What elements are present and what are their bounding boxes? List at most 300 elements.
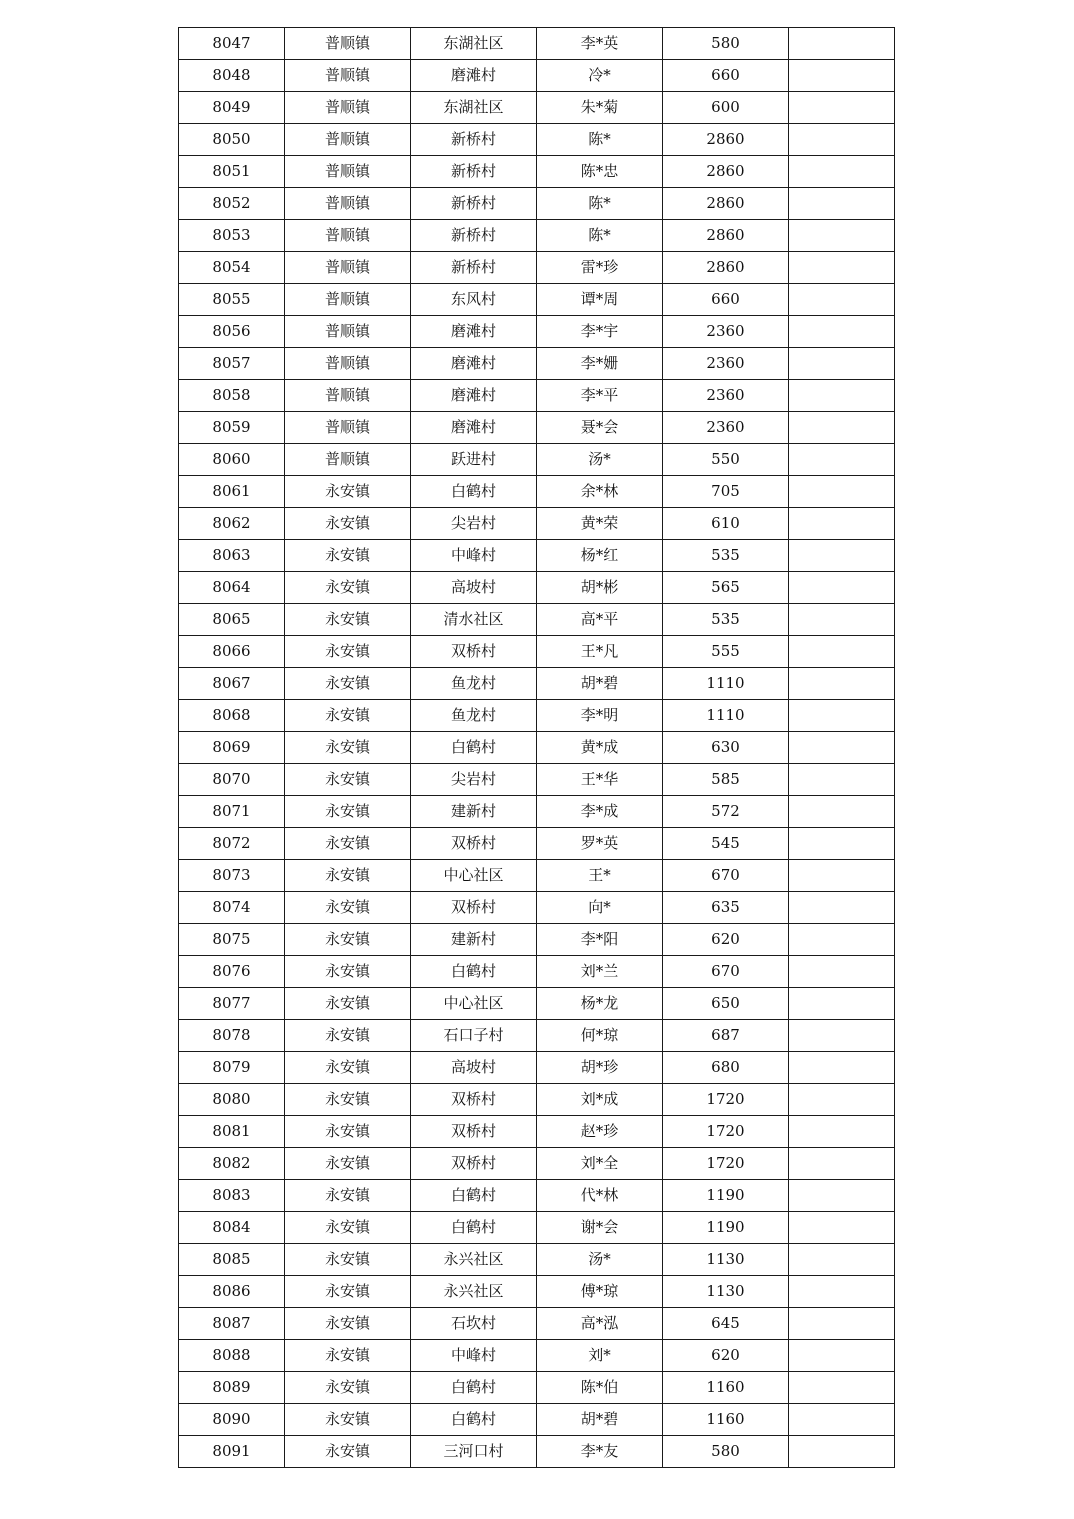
remark-cell <box>789 380 895 412</box>
remark-cell <box>789 1148 895 1180</box>
name-cell: 谢*会 <box>537 1212 663 1244</box>
town-cell: 永安镇 <box>285 924 411 956</box>
table-row <box>179 828 895 860</box>
table-row <box>179 1340 895 1372</box>
name-cell: 胡*珍 <box>537 1052 663 1084</box>
town-cell: 永安镇 <box>285 892 411 924</box>
table-row <box>179 668 895 700</box>
town-cell: 永安镇 <box>285 1116 411 1148</box>
serial-number-cell: 8078 <box>179 1020 285 1052</box>
table-row <box>179 1084 895 1116</box>
name-cell: 陈* <box>537 220 663 252</box>
table-row <box>179 60 895 92</box>
name-cell: 陈*伯 <box>537 1372 663 1404</box>
data-table <box>178 27 895 1468</box>
amount-cell: 630 <box>663 732 789 764</box>
town-cell: 永安镇 <box>285 700 411 732</box>
town-cell: 永安镇 <box>285 572 411 604</box>
town-cell: 永安镇 <box>285 956 411 988</box>
remark-cell <box>789 124 895 156</box>
table-row <box>179 156 895 188</box>
serial-number-cell: 8084 <box>179 1212 285 1244</box>
serial-number-cell: 8047 <box>179 28 285 60</box>
table-row <box>179 1436 895 1468</box>
remark-cell <box>789 1372 895 1404</box>
serial-number-cell: 8091 <box>179 1436 285 1468</box>
serial-number-cell: 8086 <box>179 1276 285 1308</box>
serial-number-cell: 8071 <box>179 796 285 828</box>
serial-number-cell: 8061 <box>179 476 285 508</box>
serial-number-cell: 8075 <box>179 924 285 956</box>
serial-number-cell: 8069 <box>179 732 285 764</box>
amount-cell: 1160 <box>663 1404 789 1436</box>
name-cell: 李*阳 <box>537 924 663 956</box>
name-cell: 傅*琼 <box>537 1276 663 1308</box>
table-row <box>179 1404 895 1436</box>
amount-cell: 555 <box>663 636 789 668</box>
village-cell: 建新村 <box>411 924 537 956</box>
serial-number-cell: 8068 <box>179 700 285 732</box>
table-row <box>179 284 895 316</box>
name-cell: 杨*红 <box>537 540 663 572</box>
remark-cell <box>789 860 895 892</box>
amount-cell: 1720 <box>663 1116 789 1148</box>
remark-cell <box>789 220 895 252</box>
serial-number-cell: 8048 <box>179 60 285 92</box>
serial-number-cell: 8051 <box>179 156 285 188</box>
serial-number-cell: 8076 <box>179 956 285 988</box>
remark-cell <box>789 92 895 124</box>
serial-number-cell: 8055 <box>179 284 285 316</box>
table-row <box>179 1148 895 1180</box>
town-cell: 普顺镇 <box>285 444 411 476</box>
amount-cell: 1720 <box>663 1084 789 1116</box>
name-cell: 刘*全 <box>537 1148 663 1180</box>
name-cell: 赵*珍 <box>537 1116 663 1148</box>
name-cell: 王*华 <box>537 764 663 796</box>
village-cell: 中心社区 <box>411 988 537 1020</box>
serial-number-cell: 8070 <box>179 764 285 796</box>
town-cell: 永安镇 <box>285 1244 411 1276</box>
table-row <box>179 700 895 732</box>
remark-cell <box>789 572 895 604</box>
table-row <box>179 476 895 508</box>
table-row <box>179 1020 895 1052</box>
amount-cell: 1190 <box>663 1180 789 1212</box>
name-cell: 聂*会 <box>537 412 663 444</box>
town-cell: 普顺镇 <box>285 412 411 444</box>
village-cell: 石口子村 <box>411 1020 537 1052</box>
table-row <box>179 988 895 1020</box>
serial-number-cell: 8083 <box>179 1180 285 1212</box>
town-cell: 普顺镇 <box>285 60 411 92</box>
table-row <box>179 956 895 988</box>
serial-number-cell: 8052 <box>179 188 285 220</box>
amount-cell: 2360 <box>663 316 789 348</box>
name-cell: 朱*菊 <box>537 92 663 124</box>
amount-cell: 1190 <box>663 1212 789 1244</box>
amount-cell: 2360 <box>663 380 789 412</box>
name-cell: 陈* <box>537 124 663 156</box>
amount-cell: 645 <box>663 1308 789 1340</box>
name-cell: 陈* <box>537 188 663 220</box>
remark-cell <box>789 412 895 444</box>
name-cell: 李*英 <box>537 28 663 60</box>
village-cell: 高坡村 <box>411 1052 537 1084</box>
town-cell: 普顺镇 <box>285 252 411 284</box>
village-cell: 东风村 <box>411 284 537 316</box>
name-cell: 杨*龙 <box>537 988 663 1020</box>
amount-cell: 565 <box>663 572 789 604</box>
remark-cell <box>789 508 895 540</box>
name-cell: 李*宇 <box>537 316 663 348</box>
serial-number-cell: 8050 <box>179 124 285 156</box>
name-cell: 高*泓 <box>537 1308 663 1340</box>
name-cell: 李*姗 <box>537 348 663 380</box>
village-cell: 双桥村 <box>411 1084 537 1116</box>
remark-cell <box>789 476 895 508</box>
name-cell: 代*林 <box>537 1180 663 1212</box>
remark-cell <box>789 348 895 380</box>
amount-cell: 1160 <box>663 1372 789 1404</box>
serial-number-cell: 8077 <box>179 988 285 1020</box>
amount-cell: 1720 <box>663 1148 789 1180</box>
village-cell: 白鹤村 <box>411 476 537 508</box>
remark-cell <box>789 668 895 700</box>
village-cell: 双桥村 <box>411 636 537 668</box>
village-cell: 新桥村 <box>411 188 537 220</box>
amount-cell: 705 <box>663 476 789 508</box>
town-cell: 普顺镇 <box>285 348 411 380</box>
table-row <box>179 604 895 636</box>
table-row <box>179 732 895 764</box>
table-row <box>179 380 895 412</box>
table-row <box>179 412 895 444</box>
table-row <box>179 508 895 540</box>
table-row <box>179 1244 895 1276</box>
remark-cell <box>789 1436 895 1468</box>
table-row <box>179 892 895 924</box>
serial-number-cell: 8067 <box>179 668 285 700</box>
name-cell: 李*平 <box>537 380 663 412</box>
town-cell: 永安镇 <box>285 988 411 1020</box>
amount-cell: 635 <box>663 892 789 924</box>
serial-number-cell: 8072 <box>179 828 285 860</box>
name-cell: 雷*珍 <box>537 252 663 284</box>
amount-cell: 670 <box>663 956 789 988</box>
serial-number-cell: 8054 <box>179 252 285 284</box>
table-row <box>179 1180 895 1212</box>
table-row <box>179 444 895 476</box>
town-cell: 永安镇 <box>285 732 411 764</box>
town-cell: 永安镇 <box>285 1020 411 1052</box>
amount-cell: 545 <box>663 828 789 860</box>
village-cell: 尖岩村 <box>411 764 537 796</box>
table-row <box>179 1276 895 1308</box>
name-cell: 陈*忠 <box>537 156 663 188</box>
serial-number-cell: 8074 <box>179 892 285 924</box>
remark-cell <box>789 28 895 60</box>
table-body <box>179 28 895 1468</box>
table-row <box>179 220 895 252</box>
town-cell: 普顺镇 <box>285 220 411 252</box>
village-cell: 高坡村 <box>411 572 537 604</box>
name-cell: 冷* <box>537 60 663 92</box>
village-cell: 中峰村 <box>411 540 537 572</box>
table-row <box>179 1372 895 1404</box>
remark-cell <box>789 1276 895 1308</box>
name-cell: 王*凡 <box>537 636 663 668</box>
remark-cell <box>789 1244 895 1276</box>
table-row <box>179 252 895 284</box>
table-row <box>179 348 895 380</box>
remark-cell <box>789 284 895 316</box>
town-cell: 永安镇 <box>285 508 411 540</box>
remark-cell <box>789 1180 895 1212</box>
town-cell: 永安镇 <box>285 1148 411 1180</box>
amount-cell: 2860 <box>663 220 789 252</box>
name-cell: 胡*碧 <box>537 1404 663 1436</box>
table-row <box>179 796 895 828</box>
amount-cell: 670 <box>663 860 789 892</box>
amount-cell: 550 <box>663 444 789 476</box>
village-cell: 永兴社区 <box>411 1244 537 1276</box>
village-cell: 磨滩村 <box>411 412 537 444</box>
serial-number-cell: 8058 <box>179 380 285 412</box>
remark-cell <box>789 540 895 572</box>
town-cell: 永安镇 <box>285 636 411 668</box>
village-cell: 石坎村 <box>411 1308 537 1340</box>
town-cell: 普顺镇 <box>285 188 411 220</box>
amount-cell: 585 <box>663 764 789 796</box>
remark-cell <box>789 796 895 828</box>
remark-cell <box>789 764 895 796</box>
serial-number-cell: 8085 <box>179 1244 285 1276</box>
name-cell: 谭*周 <box>537 284 663 316</box>
village-cell: 尖岩村 <box>411 508 537 540</box>
remark-cell <box>789 444 895 476</box>
village-cell: 东湖社区 <box>411 28 537 60</box>
serial-number-cell: 8087 <box>179 1308 285 1340</box>
table-row <box>179 188 895 220</box>
serial-number-cell: 8056 <box>179 316 285 348</box>
town-cell: 普顺镇 <box>285 124 411 156</box>
village-cell: 磨滩村 <box>411 380 537 412</box>
amount-cell: 680 <box>663 1052 789 1084</box>
village-cell: 白鹤村 <box>411 1180 537 1212</box>
amount-cell: 2860 <box>663 188 789 220</box>
village-cell: 鱼龙村 <box>411 700 537 732</box>
village-cell: 双桥村 <box>411 1116 537 1148</box>
name-cell: 余*林 <box>537 476 663 508</box>
town-cell: 永安镇 <box>285 1436 411 1468</box>
village-cell: 磨滩村 <box>411 316 537 348</box>
name-cell: 何*琼 <box>537 1020 663 1052</box>
town-cell: 永安镇 <box>285 1340 411 1372</box>
town-cell: 永安镇 <box>285 764 411 796</box>
remark-cell <box>789 700 895 732</box>
remark-cell <box>789 1308 895 1340</box>
amount-cell: 535 <box>663 604 789 636</box>
amount-cell: 650 <box>663 988 789 1020</box>
serial-number-cell: 8089 <box>179 1372 285 1404</box>
table-row <box>179 860 895 892</box>
town-cell: 普顺镇 <box>285 284 411 316</box>
town-cell: 永安镇 <box>285 604 411 636</box>
amount-cell: 2860 <box>663 124 789 156</box>
amount-cell: 535 <box>663 540 789 572</box>
village-cell: 永兴社区 <box>411 1276 537 1308</box>
name-cell: 李*友 <box>537 1436 663 1468</box>
table-row <box>179 764 895 796</box>
village-cell: 建新村 <box>411 796 537 828</box>
remark-cell <box>789 636 895 668</box>
village-cell: 鱼龙村 <box>411 668 537 700</box>
serial-number-cell: 8059 <box>179 412 285 444</box>
remark-cell <box>789 956 895 988</box>
village-cell: 新桥村 <box>411 124 537 156</box>
table-row <box>179 1308 895 1340</box>
amount-cell: 2360 <box>663 348 789 380</box>
amount-cell: 580 <box>663 28 789 60</box>
town-cell: 永安镇 <box>285 1212 411 1244</box>
village-cell: 新桥村 <box>411 220 537 252</box>
town-cell: 永安镇 <box>285 476 411 508</box>
table-row <box>179 1116 895 1148</box>
remark-cell <box>789 316 895 348</box>
village-cell: 新桥村 <box>411 156 537 188</box>
town-cell: 永安镇 <box>285 1052 411 1084</box>
name-cell: 罗*英 <box>537 828 663 860</box>
amount-cell: 687 <box>663 1020 789 1052</box>
town-cell: 永安镇 <box>285 1276 411 1308</box>
village-cell: 白鹤村 <box>411 732 537 764</box>
amount-cell: 660 <box>663 60 789 92</box>
table-row <box>179 924 895 956</box>
serial-number-cell: 8073 <box>179 860 285 892</box>
table-row <box>179 540 895 572</box>
village-cell: 中峰村 <box>411 1340 537 1372</box>
amount-cell: 660 <box>663 284 789 316</box>
amount-cell: 580 <box>663 1436 789 1468</box>
remark-cell <box>789 60 895 92</box>
remark-cell <box>789 988 895 1020</box>
amount-cell: 2860 <box>663 252 789 284</box>
amount-cell: 1110 <box>663 700 789 732</box>
town-cell: 普顺镇 <box>285 316 411 348</box>
village-cell: 白鹤村 <box>411 1372 537 1404</box>
amount-cell: 572 <box>663 796 789 828</box>
amount-cell: 620 <box>663 924 789 956</box>
table-row <box>179 28 895 60</box>
name-cell: 王* <box>537 860 663 892</box>
serial-number-cell: 8060 <box>179 444 285 476</box>
name-cell: 刘*兰 <box>537 956 663 988</box>
amount-cell: 1110 <box>663 668 789 700</box>
amount-cell: 610 <box>663 508 789 540</box>
remark-cell <box>789 188 895 220</box>
table-row <box>179 92 895 124</box>
town-cell: 普顺镇 <box>285 380 411 412</box>
town-cell: 永安镇 <box>285 860 411 892</box>
amount-cell: 1130 <box>663 1244 789 1276</box>
serial-number-cell: 8079 <box>179 1052 285 1084</box>
table-row <box>179 124 895 156</box>
village-cell: 双桥村 <box>411 1148 537 1180</box>
table-row <box>179 1052 895 1084</box>
village-cell: 跃进村 <box>411 444 537 476</box>
remark-cell <box>789 1212 895 1244</box>
name-cell: 汤* <box>537 1244 663 1276</box>
town-cell: 普顺镇 <box>285 28 411 60</box>
amount-cell: 2360 <box>663 412 789 444</box>
serial-number-cell: 8088 <box>179 1340 285 1372</box>
serial-number-cell: 8082 <box>179 1148 285 1180</box>
town-cell: 永安镇 <box>285 540 411 572</box>
village-cell: 磨滩村 <box>411 60 537 92</box>
remark-cell <box>789 924 895 956</box>
name-cell: 胡*碧 <box>537 668 663 700</box>
remark-cell <box>789 604 895 636</box>
village-cell: 东湖社区 <box>411 92 537 124</box>
amount-cell: 1130 <box>663 1276 789 1308</box>
serial-number-cell: 8066 <box>179 636 285 668</box>
remark-cell <box>789 1116 895 1148</box>
table-row <box>179 316 895 348</box>
amount-cell: 2860 <box>663 156 789 188</box>
remark-cell <box>789 1020 895 1052</box>
village-cell: 双桥村 <box>411 828 537 860</box>
name-cell: 胡*彬 <box>537 572 663 604</box>
village-cell: 新桥村 <box>411 252 537 284</box>
remark-cell <box>789 156 895 188</box>
table-row <box>179 1212 895 1244</box>
serial-number-cell: 8062 <box>179 508 285 540</box>
remark-cell <box>789 828 895 860</box>
serial-number-cell: 8064 <box>179 572 285 604</box>
village-cell: 三河口村 <box>411 1436 537 1468</box>
town-cell: 永安镇 <box>285 1404 411 1436</box>
name-cell: 刘* <box>537 1340 663 1372</box>
amount-cell: 620 <box>663 1340 789 1372</box>
town-cell: 永安镇 <box>285 668 411 700</box>
name-cell: 黄*荣 <box>537 508 663 540</box>
village-cell: 清水社区 <box>411 604 537 636</box>
town-cell: 永安镇 <box>285 1180 411 1212</box>
town-cell: 普顺镇 <box>285 156 411 188</box>
name-cell: 李*明 <box>537 700 663 732</box>
town-cell: 永安镇 <box>285 1372 411 1404</box>
serial-number-cell: 8080 <box>179 1084 285 1116</box>
remark-cell <box>789 1340 895 1372</box>
serial-number-cell: 8049 <box>179 92 285 124</box>
name-cell: 刘*成 <box>537 1084 663 1116</box>
town-cell: 永安镇 <box>285 828 411 860</box>
remark-cell <box>789 1052 895 1084</box>
serial-number-cell: 8057 <box>179 348 285 380</box>
serial-number-cell: 8081 <box>179 1116 285 1148</box>
town-cell: 永安镇 <box>285 796 411 828</box>
village-cell: 磨滩村 <box>411 348 537 380</box>
name-cell: 向* <box>537 892 663 924</box>
village-cell: 中心社区 <box>411 860 537 892</box>
table-row <box>179 636 895 668</box>
remark-cell <box>789 892 895 924</box>
remark-cell <box>789 732 895 764</box>
name-cell: 黄*成 <box>537 732 663 764</box>
remark-cell <box>789 252 895 284</box>
serial-number-cell: 8065 <box>179 604 285 636</box>
